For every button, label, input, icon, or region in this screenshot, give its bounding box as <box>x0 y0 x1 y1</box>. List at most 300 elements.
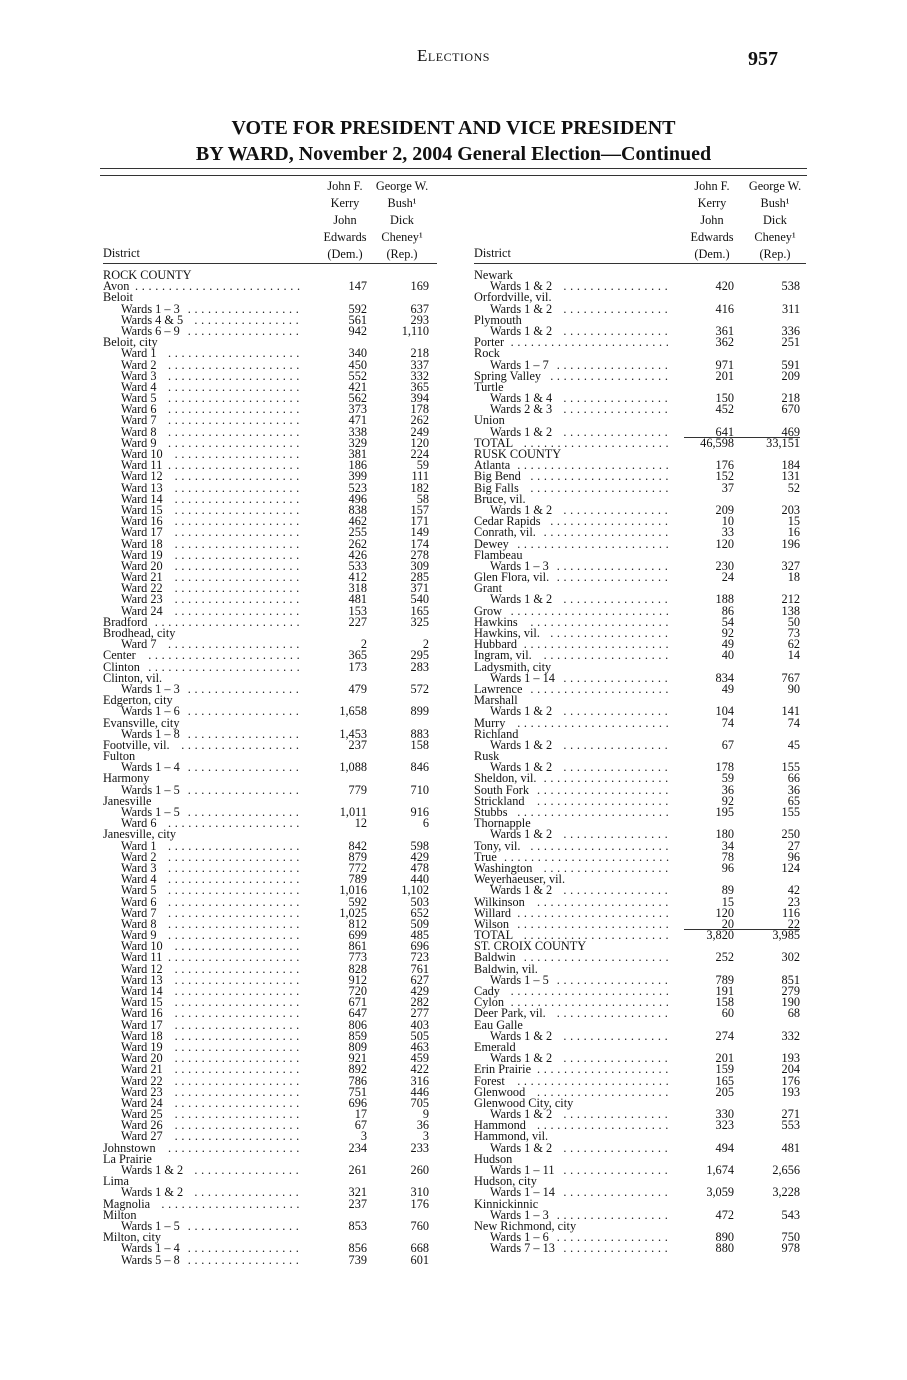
district-label: Wards 1 & 2 <box>490 1051 553 1066</box>
bush-votes: 249 <box>410 424 429 439</box>
kerry-votes: 234 <box>348 1140 367 1155</box>
district-label: Ward 24 <box>121 1095 163 1110</box>
dem-header-line: Kerry <box>697 196 727 210</box>
dem-header-line: (Dem.) <box>694 247 730 261</box>
dot-leader: . . . . . . . . . . . . . . . . . . . <box>174 592 300 607</box>
dot-leader: . . . . . . . . . . . . . . . . <box>563 1107 668 1122</box>
bush-votes: 218 <box>410 346 429 361</box>
district-label: Ward 15 <box>121 502 163 517</box>
dem-header-line: John <box>700 213 724 227</box>
district-label: Clinton, vil. <box>103 670 163 685</box>
bush-votes: 157 <box>410 502 429 517</box>
kerry-votes: 971 <box>715 357 734 372</box>
kerry-votes: 34 <box>721 838 734 853</box>
left-table <box>103 178 443 1278</box>
district-label: Ward 1 <box>121 838 157 853</box>
rep-column-header <box>369 178 435 263</box>
district-label: Ward 19 <box>121 1039 163 1054</box>
bush-votes: 540 <box>410 592 429 607</box>
district-label: Ward 17 <box>121 525 163 540</box>
dot-leader: . . . . . . . . . . . . . . . . . . . . . . . <box>517 1073 670 1088</box>
kerry-votes: 373 <box>348 402 367 417</box>
district-label: Wards 1 – 14 <box>490 1185 555 1200</box>
district-label: Wards 1 – 5 <box>121 1218 180 1233</box>
kerry-votes: 318 <box>348 581 367 596</box>
dot-leader: . . . . . . . . . . . . . . . . <box>563 502 668 517</box>
dot-leader: . . . . . . . . . . . . . . . . . . . . <box>168 435 300 450</box>
dot-leader: . . . . . . . . . . . . . . . . . . . . <box>168 838 300 853</box>
bush-votes: 710 <box>410 782 429 797</box>
kerry-votes: 523 <box>348 480 367 495</box>
kerry-votes: 853 <box>348 1218 367 1233</box>
district-label: TOTAL <box>474 435 514 450</box>
district-label: Ward 20 <box>121 558 163 573</box>
kerry-votes: 842 <box>348 838 367 853</box>
header-rule <box>103 263 437 264</box>
dot-leader: . . . . . . . . . . . . . . . . . . . <box>174 581 300 596</box>
kerry-votes: 561 <box>348 312 367 327</box>
bush-votes: 723 <box>410 950 429 965</box>
dot-leader: . . . . . . . . . . . . . . . . <box>563 760 668 775</box>
dot-leader: . . . . . . . . . . . . . . . . . . <box>550 514 669 529</box>
district-label: Conrath, vil. <box>474 525 536 540</box>
dot-leader: . . . . . . . . . . . . . . . . . <box>187 704 300 719</box>
kerry-votes: 340 <box>348 346 367 361</box>
kerry-votes: 809 <box>348 1039 367 1054</box>
dot-leader: . . . . . . . . . . . . . . . . . <box>187 1218 300 1233</box>
kerry-votes: 494 <box>715 1140 734 1155</box>
dem-header-line: Kerry <box>330 196 360 210</box>
kerry-votes: 1,016 <box>339 883 367 898</box>
dot-leader: . . . . . . . . . . . . . . . . <box>563 279 668 294</box>
kerry-votes: 921 <box>348 1051 367 1066</box>
bush-votes: 96 <box>787 849 800 864</box>
district-label: Ward 11 <box>121 950 163 965</box>
kerry-votes: 237 <box>348 1196 367 1211</box>
dot-leader: . . . . . . . . . . . . . . . . . . . <box>174 570 300 585</box>
district-label: Plymouth <box>474 312 522 327</box>
bush-votes: 9 <box>422 1107 429 1122</box>
kerry-votes: 33 <box>721 525 734 540</box>
kerry-votes: 180 <box>715 827 734 842</box>
kerry-votes: 496 <box>348 491 367 506</box>
bush-votes: 899 <box>410 704 429 719</box>
bush-votes: 52 <box>787 480 800 495</box>
bush-votes: 538 <box>781 279 800 294</box>
district-label: Baldwin <box>474 950 516 965</box>
dot-leader: . . . . . . . . . . . . . . . . . <box>187 782 300 797</box>
dot-leader: . . . . . . . . . . . . . . . . . . <box>550 368 669 383</box>
dot-leader: . . . . . . . . . . . . . . . . . . . <box>174 525 300 540</box>
district-label: Ward 6 <box>121 402 157 417</box>
kerry-votes: 381 <box>348 447 367 461</box>
district-label: Newark <box>474 268 513 282</box>
bush-votes: 190 <box>781 995 800 1010</box>
bush-votes: 174 <box>410 536 429 551</box>
district-label: Center <box>103 648 136 663</box>
bush-votes: 543 <box>781 1207 800 1222</box>
district-label: Richland <box>474 726 519 741</box>
dot-leader: . . . . . . . . . . . . . . . . . . . . <box>168 928 300 943</box>
kerry-votes: 201 <box>715 1051 734 1066</box>
kerry-votes: 812 <box>348 916 367 931</box>
kerry-votes: 67 <box>721 737 734 752</box>
dot-leader: . . . . . . . . . . . . . . . . . . . . . . . <box>517 905 670 920</box>
bush-votes: 509 <box>410 916 429 931</box>
kerry-votes: 321 <box>348 1185 367 1200</box>
bush-votes: 271 <box>781 1107 800 1122</box>
district-label: Ward 18 <box>121 536 163 551</box>
district-label: Ward 3 <box>121 368 157 383</box>
district-label: Glenwood <box>474 1084 526 1099</box>
dot-leader: . . . . . . . . . . . . . . . . . . . . <box>168 950 300 965</box>
district-label: Wards 1 & 2 <box>490 1028 553 1043</box>
district-label: Wards 1 & 2 <box>490 760 553 775</box>
rep-header-line: (Rep.) <box>386 247 418 261</box>
district-label: Ward 4 <box>121 379 157 394</box>
kerry-votes: 1,088 <box>339 760 367 775</box>
kerry-votes: 17 <box>354 1107 367 1122</box>
bush-votes: 74 <box>787 715 800 730</box>
dot-leader: . . . . . . . . . . . . . . . . . . . <box>174 502 300 517</box>
dot-leader: . . . . . . . . . . . . . . . . . . . <box>174 536 300 551</box>
bush-votes: 302 <box>781 950 800 965</box>
dot-leader: . . . . . . . . . . . . . . . . . <box>556 558 669 573</box>
kerry-votes: 806 <box>348 1017 367 1032</box>
district-label: Wards 1 – 3 <box>121 681 180 696</box>
dot-leader: . . . . . . . . . . . . . . . . . . . . . . <box>523 435 669 450</box>
district-label: Eau Galle <box>474 1017 523 1032</box>
bush-votes: 23 <box>787 894 800 909</box>
district-label: Rusk <box>474 749 500 764</box>
dot-leader: . . . . . . . . . . . . . . . . <box>563 670 668 685</box>
district-label: Cady <box>474 984 500 998</box>
dot-leader: . . . . . . . . . . . . . . . . . . . <box>174 1051 300 1066</box>
bush-votes: 50 <box>787 614 800 629</box>
kerry-votes: 361 <box>715 323 734 338</box>
district-label: Ward 21 <box>121 1062 163 1077</box>
dot-leader: . . . . . . . . . . . . . . . . . . . <box>174 1129 300 1144</box>
district-label: Beloit, city <box>103 335 158 350</box>
district-label: Grant <box>474 581 502 596</box>
kerry-votes: 227 <box>348 614 367 629</box>
dot-leader: . . . . . . . . . . . . . . . . <box>563 704 668 719</box>
dot-leader: . . . . . . . . . . . . . . . . . . . <box>174 1073 300 1088</box>
kerry-votes: 3,059 <box>706 1185 734 1200</box>
district-label: Ward 2 <box>121 849 157 864</box>
dot-leader: . . . . . . . . . . . . . . . . . . . <box>174 984 300 998</box>
dot-leader: . . . . . . . . . . . . . . . . . . . . . . . <box>517 916 670 931</box>
district-label: Ward 22 <box>121 1073 163 1088</box>
district-label: Wards 1 – 3 <box>490 1207 549 1222</box>
dot-leader: . . . . . . . . . . . . . . . . . . . . . <box>530 614 669 629</box>
bush-votes: 767 <box>781 670 800 685</box>
bush-votes: 310 <box>410 1185 429 1200</box>
kerry-votes: 261 <box>348 1163 367 1177</box>
dot-leader: . . . . . . . . . . . . . . . . . . . . . . . <box>517 805 670 819</box>
district-label: Ward 11 <box>121 458 163 473</box>
kerry-votes: 720 <box>348 984 367 998</box>
kerry-votes: 59 <box>721 771 734 786</box>
bush-votes: 295 <box>410 648 429 663</box>
district-label: Bradford <box>103 614 148 629</box>
dot-leader: . . . . . . . . . . . . . . . . . <box>556 1207 669 1222</box>
kerry-votes: 834 <box>715 670 734 685</box>
dot-leader: . . . . . . . . . . . . . . . . . . . <box>174 1028 300 1043</box>
bush-votes: 429 <box>410 984 429 998</box>
dot-leader: . . . . . . . . . . . . . . . . . <box>187 323 300 338</box>
kerry-votes: 274 <box>715 1028 734 1043</box>
district-label: Milton, city <box>103 1230 162 1245</box>
kerry-votes: 262 <box>348 536 367 551</box>
kerry-votes: 186 <box>348 458 367 473</box>
bush-votes: 33,151 <box>766 435 800 450</box>
kerry-votes: 472 <box>715 1207 734 1222</box>
kerry-votes: 462 <box>348 514 367 529</box>
bush-votes: 62 <box>787 637 800 652</box>
district-label: Wards 1 – 5 <box>121 805 180 819</box>
dot-leader: . . . . . . . . . . . . . . . . . . . . <box>168 391 300 406</box>
kerry-votes: 92 <box>721 793 734 808</box>
bush-votes: 459 <box>410 1051 429 1066</box>
bush-votes: 278 <box>410 547 429 562</box>
district-label: Porter <box>474 335 505 350</box>
bush-votes: 627 <box>410 972 429 987</box>
dot-leader: . . . . . . . . . . . . . . . . <box>194 312 299 327</box>
district-label: ST. CROIX COUNTY <box>474 939 587 954</box>
dot-leader: . . . . . . . . . . . . . . . . . . . . <box>168 368 300 383</box>
bush-votes: 505 <box>410 1028 429 1043</box>
dot-leader: . . . . . . . . . . . . . . . . . . . <box>543 648 669 663</box>
bush-votes: 422 <box>410 1062 429 1077</box>
dot-leader: . . . . . . . . . . . . . . . . . . . <box>543 525 669 540</box>
district-label: Deer Park, vil. <box>474 1006 546 1021</box>
bush-votes: 149 <box>410 525 429 540</box>
district-label: Wards 2 & 3 <box>490 402 553 417</box>
bush-votes: 652 <box>410 905 429 920</box>
bush-votes: 761 <box>410 961 429 976</box>
dot-leader: . . . . . . . . . . . . . . . . . . . . . . . <box>517 536 670 551</box>
bush-votes: 705 <box>410 1095 429 1110</box>
dot-leader: . . . . . . . . . . . . . . . . . <box>556 570 669 585</box>
district-label: Ward 7 <box>121 637 157 652</box>
kerry-votes: 20 <box>721 916 734 931</box>
title-rule <box>100 168 807 169</box>
district-label: Wards 1 – 5 <box>490 972 549 987</box>
bush-votes: 277 <box>410 1006 429 1021</box>
district-label: Cylon <box>474 995 505 1010</box>
bush-votes: 36 <box>787 782 800 797</box>
kerry-votes: 562 <box>348 391 367 406</box>
dot-leader: . . . . . . . . . . . . . . . . . <box>187 681 300 696</box>
district-label: Ward 13 <box>121 480 163 495</box>
district-label: Hudson, city <box>474 1174 537 1189</box>
district-label: Union <box>474 413 505 428</box>
district-label: Hawkins, vil. <box>474 626 540 640</box>
bush-votes: 218 <box>781 391 800 406</box>
bush-votes: 481 <box>781 1140 800 1155</box>
bush-votes: 251 <box>781 335 800 350</box>
district-label: Ward 15 <box>121 995 163 1010</box>
kerry-votes: 24 <box>721 570 734 585</box>
district-label: Wards 1 & 2 <box>490 827 553 842</box>
kerry-votes: 1,025 <box>339 905 367 920</box>
dot-leader: . . . . . . . . . . . . . . . . <box>563 424 668 439</box>
dot-leader: . . . . . . . . . . . . . . . . . . . . . . . <box>517 715 670 730</box>
district-label: Ward 8 <box>121 916 157 931</box>
dot-leader: . . . . . . . . . . . . . . . . . . . <box>174 1118 300 1133</box>
district-label: Wilkinson <box>474 894 525 909</box>
district-label: Clinton <box>103 659 140 674</box>
kerry-votes: 641 <box>715 424 734 439</box>
district-label: Footville, vil. <box>103 737 170 752</box>
district-label: Janesville, city <box>103 827 177 842</box>
district-label: Fulton <box>103 749 136 764</box>
district-label: Wards 5 – 8 <box>121 1252 180 1267</box>
kerry-votes: 252 <box>715 950 734 965</box>
bush-votes: 1,102 <box>401 883 429 898</box>
bush-votes: 469 <box>781 424 800 439</box>
district-label: Ward 18 <box>121 1028 163 1043</box>
kerry-votes: 452 <box>715 402 734 417</box>
rep-header-line: Dick <box>763 213 787 227</box>
district-label: Wards 1 – 8 <box>121 726 180 741</box>
district-label: Ward 7 <box>121 413 157 428</box>
kerry-votes: 552 <box>348 368 367 383</box>
district-label: Ward 14 <box>121 984 163 998</box>
dot-leader: . . . . . . . . . . . . . . . . <box>194 1163 299 1177</box>
district-label: Kinnickinnic <box>474 1196 539 1211</box>
kerry-votes: 159 <box>715 1062 734 1077</box>
district-label: Ward 3 <box>121 860 157 875</box>
district-label: Ward 9 <box>121 928 157 943</box>
kerry-votes: 230 <box>715 558 734 573</box>
kerry-votes: 195 <box>715 805 734 819</box>
dot-leader: . . . . . . . . . . . . . . . . . <box>556 1006 669 1021</box>
kerry-votes: 152 <box>715 469 734 484</box>
bush-votes: 883 <box>410 726 429 741</box>
kerry-votes: 323 <box>715 1118 734 1133</box>
bush-votes: 336 <box>781 323 800 338</box>
bush-votes: 750 <box>781 1230 800 1245</box>
dot-leader: . . . . . . . . . . . . . . . . . . . . <box>168 860 300 875</box>
dem-header-line: John F. <box>327 179 363 193</box>
district-label: Ward 6 <box>121 816 157 831</box>
district-label: ROCK COUNTY <box>103 268 192 282</box>
district-label: Johnstown <box>103 1140 156 1155</box>
district-label: Willard <box>474 905 512 920</box>
kerry-votes: 49 <box>721 681 734 696</box>
dot-leader: . . . . . . . . . . . . . . . . . . . <box>174 961 300 976</box>
dot-leader: . . . . . . . . . . . . . . . . . . . <box>174 1084 300 1099</box>
bush-votes: 485 <box>410 928 429 943</box>
dot-leader: . . . . . . . . . . . . . . . . . . . <box>174 547 300 562</box>
district-label: Bruce, vil. <box>474 491 526 506</box>
kerry-votes: 856 <box>348 1241 367 1256</box>
bush-votes: 670 <box>781 402 800 417</box>
district-label: Evansville, city <box>103 715 180 730</box>
dot-leader: . . . . . . . . . . . . . . . . . . . . <box>168 1140 300 1155</box>
dot-leader: . . . . . . . . . . . . . . . . . . . . . . . . <box>510 984 670 998</box>
kerry-votes: 329 <box>348 435 367 450</box>
bush-votes: 193 <box>781 1051 800 1066</box>
kerry-votes: 67 <box>354 1118 367 1133</box>
district-label: Wards 1 & 2 <box>490 704 553 719</box>
dot-leader: . . . . . . . . . . . . . . . . <box>563 737 668 752</box>
dot-leader: . . . . . . . . . . . . . . . . . . . . <box>168 379 300 394</box>
kerry-votes: 789 <box>348 872 367 887</box>
district-label: La Prairie <box>103 1151 152 1166</box>
kerry-votes: 786 <box>348 1073 367 1088</box>
district-label: Harmony <box>103 771 150 786</box>
dot-leader: . . . . . . . . . . . . . . . . . . . <box>174 1039 300 1054</box>
kerry-votes: 3 <box>360 1129 367 1144</box>
kerry-votes: 1,011 <box>339 805 367 819</box>
district-label: Dewey <box>474 536 509 551</box>
dot-leader: . . . . . . . . . . . . . . . . . . . . . . . <box>148 659 301 674</box>
kerry-votes: 1,658 <box>339 704 367 719</box>
district-label: Wards 1 & 2 <box>121 1163 184 1177</box>
dot-leader: . . . . . . . . . . . . . . . . . . . . <box>168 883 300 898</box>
kerry-votes: 3,820 <box>706 928 734 943</box>
bush-votes: 394 <box>410 391 429 406</box>
district-label: Wards 1 & 2 <box>490 1107 553 1122</box>
kerry-votes: 10 <box>721 514 734 529</box>
bush-votes: 165 <box>410 603 429 618</box>
dot-leader: . . . . . . . . . . . . . . . . . . . . . . . . . <box>504 849 670 864</box>
table-title-line1: VOTE FOR PRESIDENT AND VICE PRESIDENT <box>231 117 676 139</box>
bush-votes: 696 <box>410 939 429 954</box>
dot-leader: . . . . . . . . . . . . . . . . <box>563 1051 668 1066</box>
dot-leader: . . . . . . . . . . . . . . . . . . . <box>174 939 300 954</box>
bush-votes: 293 <box>410 312 429 327</box>
bush-votes: 66 <box>787 771 800 786</box>
district-label: Tony, vil. <box>474 838 521 853</box>
kerry-votes: 158 <box>715 995 734 1010</box>
kerry-votes: 739 <box>348 1252 367 1267</box>
dot-leader: . . . . . . . . . . . . . . . . . <box>187 760 300 775</box>
bush-votes: 36 <box>416 1118 429 1133</box>
kerry-votes: 338 <box>348 424 367 439</box>
bush-votes: 6 <box>422 816 429 831</box>
dot-leader: . . . . . . . . . . . . . . . . <box>563 1028 668 1043</box>
dot-leader: . . . . . . . . . . . . . . . . . . . <box>174 1095 300 1110</box>
district-label: Wards 1 & 2 <box>490 424 553 439</box>
bush-votes: 16 <box>787 525 800 540</box>
dot-leader: . . . . . . . . . . . . . . . . . . . <box>543 860 669 875</box>
bush-votes: 250 <box>781 827 800 842</box>
district-label: Wards 1 – 6 <box>121 704 180 719</box>
district-label: Thornapple <box>474 816 531 831</box>
kerry-votes: 892 <box>348 1062 367 1077</box>
district-label: TOTAL <box>474 928 514 943</box>
kerry-votes: 74 <box>721 715 734 730</box>
dot-leader: . . . . . . . . . . . . . . . . . . . . <box>168 413 300 428</box>
rep-column-header <box>742 178 808 263</box>
bush-votes: 332 <box>781 1028 800 1043</box>
bush-votes: 176 <box>781 1073 800 1088</box>
dot-leader: . . . . . . . . . . . . . . . . . . . . <box>537 1084 669 1099</box>
dot-leader: . . . . . . . . . . . . . . . . . . . . <box>168 849 300 864</box>
district-label: Baldwin, vil. <box>474 961 538 976</box>
kerry-votes: 450 <box>348 357 367 372</box>
bush-votes: 429 <box>410 849 429 864</box>
district-label: Big Falls <box>474 480 519 495</box>
kerry-votes: 426 <box>348 547 367 562</box>
kerry-votes: 696 <box>348 1095 367 1110</box>
dot-leader: . . . . . . . . . . . . . . . . . . . <box>174 447 300 461</box>
bush-votes: 184 <box>781 458 800 473</box>
